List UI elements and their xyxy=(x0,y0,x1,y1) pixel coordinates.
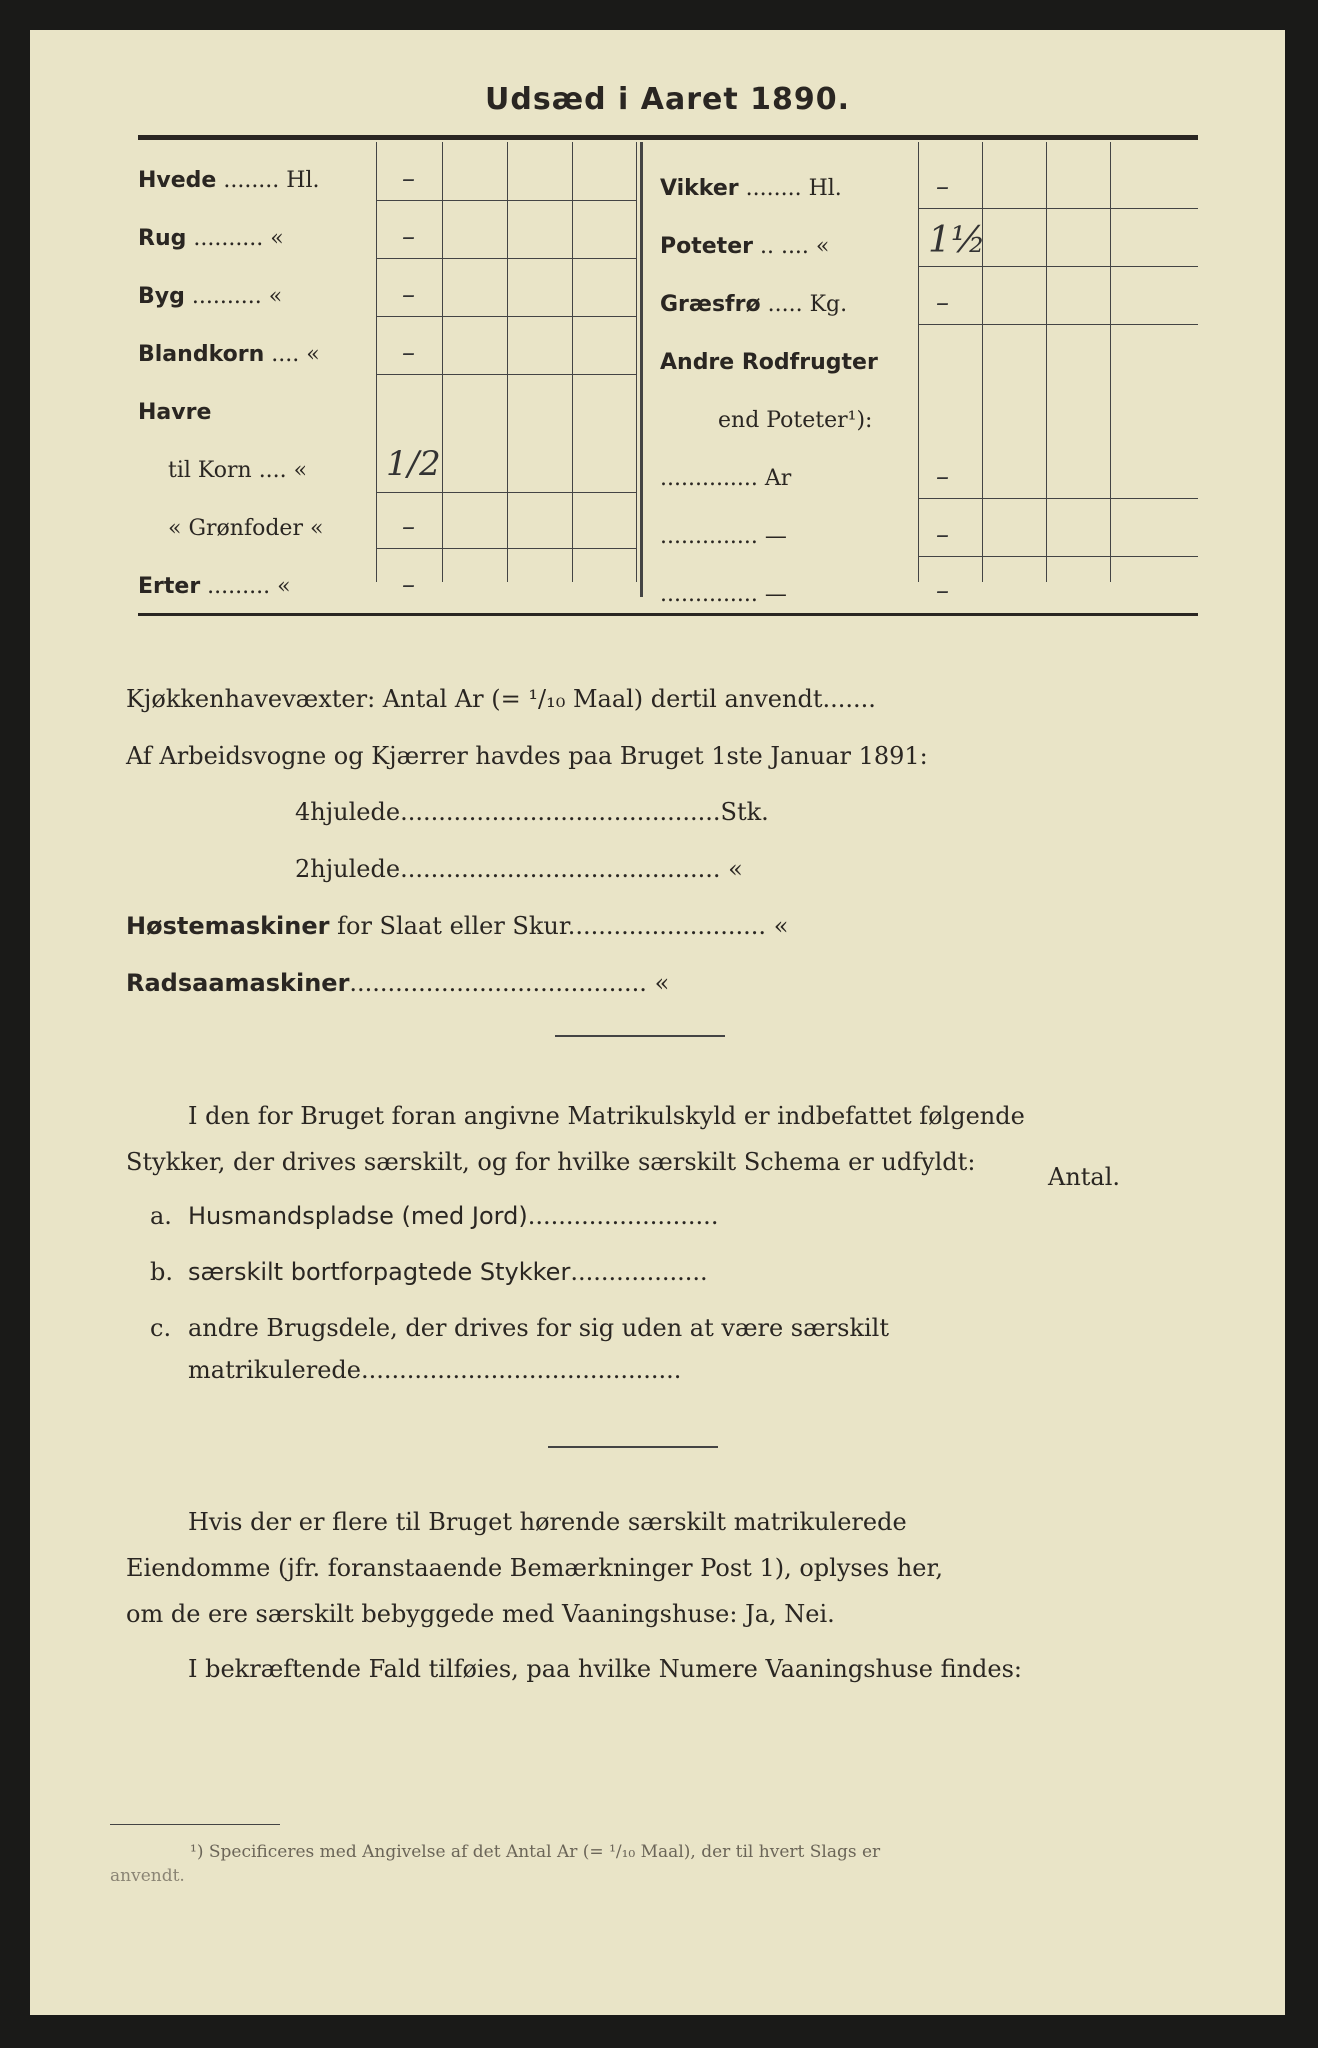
antal-header: Antal. xyxy=(1048,1163,1121,1191)
right-row-value: – xyxy=(936,520,949,550)
leader-dots: .............. xyxy=(660,466,758,491)
leader-dots: .............. xyxy=(660,582,758,607)
two-wheel-line xyxy=(295,855,743,883)
footnote-rule xyxy=(110,1824,280,1825)
right-row-label xyxy=(660,524,787,549)
row-rule xyxy=(376,492,636,493)
leader-dots: .......... xyxy=(193,226,264,251)
leader-dots: ........ xyxy=(223,168,280,193)
leader-dots: .... xyxy=(271,342,300,367)
seed-drill-label: Radsaamaskiner xyxy=(126,969,350,997)
leader-dots: ......... xyxy=(207,574,271,599)
unit-label: « xyxy=(309,516,324,541)
footnote-line2: anvendt. xyxy=(110,1866,185,1886)
crop-name: Græsfrø xyxy=(660,292,761,317)
bekraeft-text: I bekræftende Fald tilføies, paa hvilke Numere Vaaningshuse findes: xyxy=(188,1655,1022,1683)
unit-label: Hl. xyxy=(808,176,842,201)
harvest-machines-line xyxy=(126,912,788,940)
right-row-value: 1½ xyxy=(928,220,986,261)
leader-dots: .................. xyxy=(570,1258,708,1286)
item-c-line2 xyxy=(188,1356,681,1384)
page-title: Udsæd i Aaret 1890. xyxy=(485,82,851,117)
unit-label: « xyxy=(293,458,308,483)
item-label: Husmandspladse (med Jord) xyxy=(188,1202,528,1230)
leader-dots: .......................................... xyxy=(400,855,721,883)
unit-label: Kg. xyxy=(809,292,848,317)
left-row-value: – xyxy=(402,222,415,252)
kitchen-garden-line: Kjøkkenhavevæxter: Antal Ar (= ¹/₁₀ Maal) dertil anvendt....... xyxy=(126,685,876,713)
unit-label: « xyxy=(270,226,284,251)
left-row-label xyxy=(138,400,211,425)
left-row-value: – xyxy=(402,338,415,368)
right-row-value: – xyxy=(936,462,949,492)
harvest-label: Høstemaskiner xyxy=(126,912,330,940)
item-c-line xyxy=(150,1314,889,1342)
row-rule xyxy=(376,258,636,259)
right-row-label xyxy=(660,466,791,491)
leader-dots: .......................................... xyxy=(400,798,721,826)
harvest-rest: for Slaat eller Skur xyxy=(337,912,568,940)
row-rule xyxy=(376,548,636,549)
right-row-label: end Poteter¹): xyxy=(718,408,873,433)
table-bottom-rule xyxy=(138,613,1198,616)
table-rule xyxy=(442,142,443,582)
unit-label: « xyxy=(306,342,320,367)
table-rule xyxy=(572,142,573,582)
item-letter: c. xyxy=(150,1314,172,1342)
leader-dots: .......................... xyxy=(567,912,767,940)
leader-dots: .............. xyxy=(660,524,758,549)
row-rule xyxy=(918,556,1198,557)
footnote-line1: ¹) Specificeres med Angivelse af det Antal Ar (= ¹/₁₀ Maal), der til hvert Slags er xyxy=(190,1842,881,1862)
row-rule xyxy=(918,208,1198,209)
unit-label: Ar xyxy=(764,466,792,491)
row-rule xyxy=(918,324,1198,325)
item-label: andre Brugsdele, der drives for sig uden at være særskilt xyxy=(188,1314,890,1342)
seed-drill-line xyxy=(126,969,669,997)
left-row-value: – xyxy=(402,512,415,542)
left-row-label xyxy=(138,226,284,251)
left-row-label xyxy=(168,458,307,483)
item-letter: a. xyxy=(150,1202,172,1230)
matrikul-text-line2: Stykker, der drives særskilt, og for hvilke særskilt Schema er udfyldt: xyxy=(126,1148,976,1176)
unit-label: « xyxy=(773,912,789,940)
flere-text-line3: om de ere særskilt bebyggede med Vaaningshuse: Ja, Nei. xyxy=(126,1600,835,1628)
crop-name: « Grønfoder xyxy=(168,516,303,541)
matrikul-text-line1: I den for Bruget foran angivne Matrikulskyld er indbefattet følgende xyxy=(188,1102,1025,1130)
crop-name: Poteter xyxy=(660,234,753,259)
row-rule xyxy=(918,498,1198,499)
crop-name: Blandkorn xyxy=(138,342,265,367)
leader-dots: .... xyxy=(258,458,287,483)
item-label: matrikulerede xyxy=(188,1356,361,1384)
left-row-value: – xyxy=(402,280,415,310)
right-row-value: – xyxy=(936,288,949,318)
form-page xyxy=(30,30,1285,2015)
left-row-label xyxy=(168,516,323,541)
table-rule xyxy=(376,142,377,582)
crop-name: Havre xyxy=(138,400,212,425)
right-row-label xyxy=(660,582,787,607)
right-row-label xyxy=(660,234,829,259)
item-a-line xyxy=(150,1202,718,1230)
item-b-line xyxy=(150,1258,708,1286)
crop-name: til Korn xyxy=(168,458,252,483)
table-rule xyxy=(636,142,637,582)
left-row-label xyxy=(138,284,282,309)
item-label: særskilt bortforpagtede Stykker xyxy=(188,1258,571,1286)
two-wheel-label: 2hjulede xyxy=(295,855,401,883)
flere-text-line1: Hvis der er flere til Bruget hørende særskilt matrikulerede xyxy=(188,1508,907,1536)
unit-label: — xyxy=(764,582,787,607)
crop-name: Erter xyxy=(138,574,201,599)
leader-dots: .......................................... xyxy=(360,1356,682,1384)
left-row-label xyxy=(138,168,320,193)
right-row-label xyxy=(660,292,847,317)
row-rule xyxy=(918,266,1198,267)
right-row-value: – xyxy=(936,172,949,202)
section-divider xyxy=(548,1446,718,1448)
item-letter: b. xyxy=(150,1258,173,1286)
left-row-value: – xyxy=(402,164,415,194)
unit-label: « xyxy=(728,855,743,883)
unit-label: Hl. xyxy=(286,168,320,193)
table-rule xyxy=(507,142,508,582)
left-row-value: 1/2 xyxy=(386,444,441,484)
unit-label: « xyxy=(268,284,283,309)
unit-label: « xyxy=(277,574,291,599)
section-divider xyxy=(555,1035,725,1037)
leader-dots: ......................... xyxy=(527,1202,719,1230)
four-wheel-line xyxy=(295,798,769,826)
title-rule xyxy=(138,135,1198,140)
unit-label: Stk. xyxy=(720,798,769,826)
row-rule xyxy=(376,200,636,201)
crop-name: Hvede xyxy=(138,168,217,193)
unit-label: — xyxy=(764,524,787,549)
leader-dots: ........ xyxy=(745,176,802,201)
leader-dots: .......... xyxy=(191,284,262,309)
crop-name: Rug xyxy=(138,226,187,251)
row-rule xyxy=(376,316,636,317)
right-row-label: Andre Rodfrugter xyxy=(660,350,878,375)
leader-dots: ..... xyxy=(767,292,803,317)
crop-name: Byg xyxy=(138,284,185,309)
right-row-value: – xyxy=(936,576,949,606)
leader-dots: .. .... xyxy=(759,234,809,259)
left-row-label xyxy=(138,574,291,599)
wagons-heading: Af Arbeidsvogne og Kjærrer havdes paa Bruget 1ste Januar 1891: xyxy=(126,742,928,770)
flere-text-line2: Eiendomme (jfr. foranstaaende Bemærkninger Post 1), oplyses her, xyxy=(126,1554,943,1582)
right-row-label xyxy=(660,176,842,201)
left-row-value: – xyxy=(402,570,415,600)
unit-label: « xyxy=(654,969,670,997)
leader-dots: ....................................... xyxy=(349,969,647,997)
four-wheel-label: 4hjulede xyxy=(295,798,401,826)
row-rule xyxy=(376,374,636,375)
unit-label: « xyxy=(815,234,830,259)
table-divider xyxy=(640,142,643,597)
left-row-label xyxy=(138,342,320,367)
crop-name: Vikker xyxy=(660,176,739,201)
